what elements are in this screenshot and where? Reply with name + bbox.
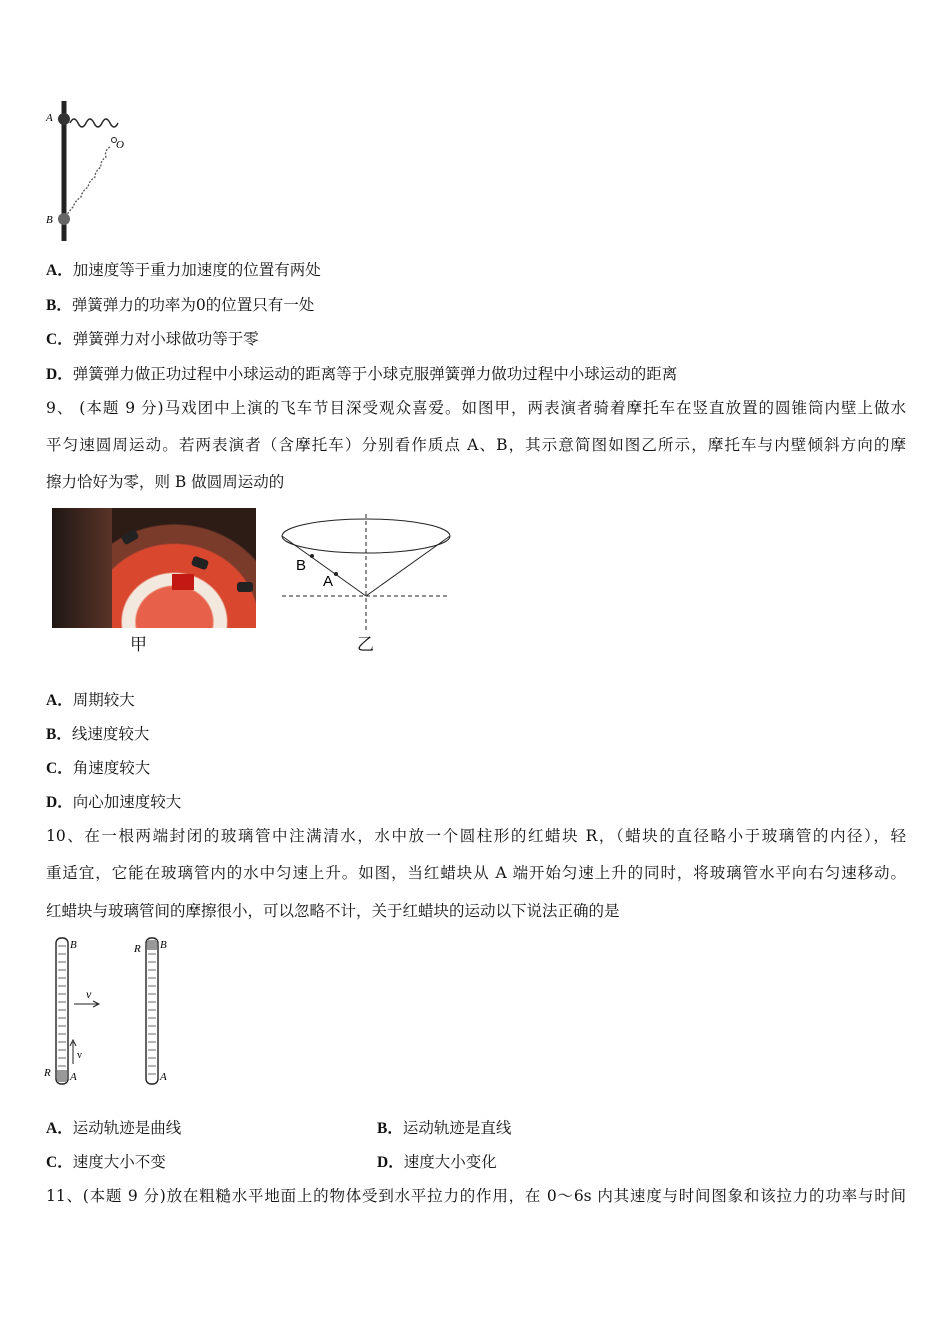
q10-stem-line-3: 红蜡块与玻璃管间的摩擦很小，可以忽略不计，关于红蜡块的运动以下说法正确的是 <box>46 902 620 920</box>
ball-b <box>58 213 70 225</box>
tube1-label-r: R <box>44 1067 51 1079</box>
cone-label-a: A <box>323 573 334 590</box>
tube2-label-r: R <box>134 943 141 955</box>
tube1-label-v-vertical: v <box>77 1050 82 1061</box>
tube2-label-a: A <box>160 1071 167 1083</box>
cone-label-b: B <box>296 557 307 574</box>
q8-option-b: B．弹簧弹力的功率为0的位置只有一处 <box>46 296 315 314</box>
glass-tube-figure <box>40 932 190 1090</box>
q9-option-c: C．角速度较大 <box>46 759 151 777</box>
label-o: O <box>116 139 124 151</box>
cone-diagram <box>278 512 454 632</box>
tube1-label-b: B <box>70 939 77 951</box>
q9-stem-line-2: 平匀速圆周运动。若两表演者（含摩托车）分别看作质点 A、B，其示意简图如图乙所示，摩托车与内壁倾斜方向的摩 <box>46 436 906 454</box>
spring-rod-figure <box>40 95 150 245</box>
q10-option-b: B．运动轨迹是直线 <box>377 1119 512 1137</box>
q9-option-b: B．线速度较大 <box>46 725 150 743</box>
q9-stem-line-3: 擦力恰好为零，则 B 做圆周运动的 <box>46 473 285 491</box>
q10-stem-line-2: 重适宜，它能在玻璃管内的水中匀速上升。如图，当红蜡块从 A 端开始匀速上升的同时，将玻璃管水平向右匀速移动。 <box>46 864 906 882</box>
q10-stem-line-1: 10、在一根两端封闭的玻璃管中注满清水，水中放一个圆柱形的红蜡块 R，（蜡块的直径略小于玻璃管的内径），轻 <box>46 827 906 845</box>
q9-option-d: D．向心加速度较大 <box>46 793 182 811</box>
q11-stem-line-1: 11、(本题 9 分)放在粗糙水平地面上的物体受到水平拉力的作用，在 0～6s 内其速度与时间图象和该拉力的功率与时间 <box>46 1187 906 1205</box>
tube1-label-v-horizontal: v <box>86 987 92 1001</box>
q8-option-a: A．加速度等于重力加速度的位置有两处 <box>46 261 321 279</box>
ball-a <box>58 113 70 125</box>
tube2-label-b: B <box>160 939 167 951</box>
tube1-label-a: A <box>70 1071 77 1083</box>
label-a: A <box>46 112 53 124</box>
caption-yi: 乙 <box>357 635 374 655</box>
q10-option-a: A．运动轨迹是曲线 <box>46 1119 182 1137</box>
q9-option-a: A．周期较大 <box>46 691 135 709</box>
caption-jia: 甲 <box>130 635 147 655</box>
q10-option-d: D．速度大小变化 <box>377 1153 497 1171</box>
label-b: B <box>46 214 53 226</box>
q8-option-c: C．弹簧弹力对小球做功等于零 <box>46 330 259 348</box>
motorcycle-photo <box>52 508 256 628</box>
q10-option-c: C．速度大小不变 <box>46 1153 166 1171</box>
q9-stem-line-1: 9、 (本题 9 分)马戏团中上演的飞车节目深受观众喜爱。如图甲，两表演者骑着摩托车在竖直放置的圆锥筒内壁上做水 <box>46 399 906 417</box>
q8-option-d: D．弹簧弹力做正功过程中小球运动的距离等于小球克服弹簧弹力做功过程中小球运动的距离 <box>46 365 678 383</box>
